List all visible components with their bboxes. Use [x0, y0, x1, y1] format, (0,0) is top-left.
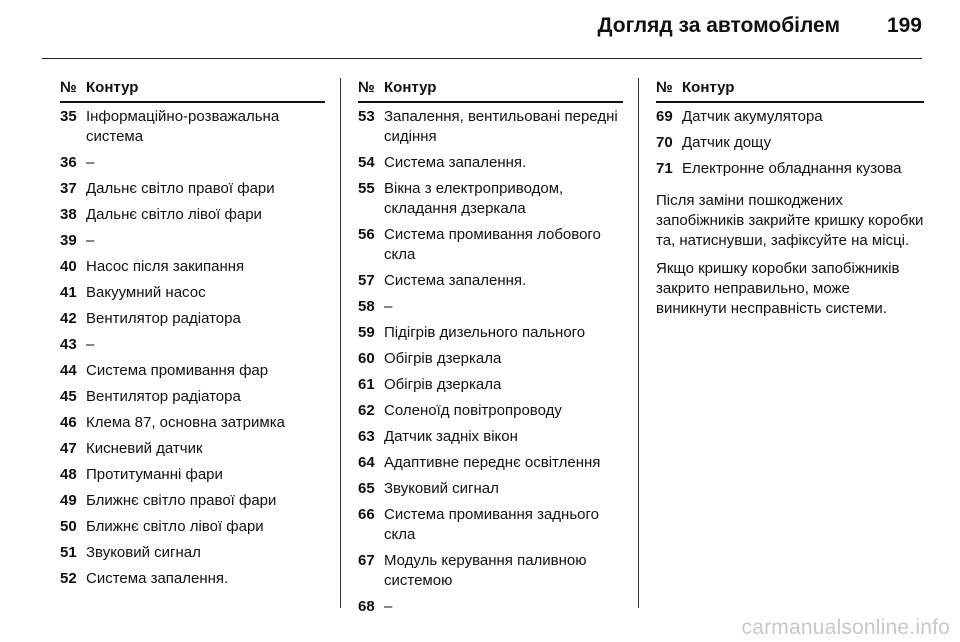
- instruction-paragraph: Після заміни пошкоджених запобіжників закрийте кришку коробки та, натиснувши, зафіксуйте на місці.: [656, 192, 924, 249]
- fuse-number: 47: [60, 440, 77, 457]
- fuse-number: 49: [60, 492, 77, 509]
- column-divider: [340, 78, 341, 608]
- fuse-circuit: Модуль керування паливною системою: [384, 552, 587, 589]
- fuse-entry: [358, 401, 623, 421]
- fuse-number: 61: [358, 376, 375, 393]
- column-header-label: Контур: [384, 79, 437, 96]
- column-header: [60, 78, 325, 103]
- watermark[interactable]: carmanualsonline.info: [741, 616, 950, 639]
- fuse-number: 45: [60, 388, 77, 405]
- fuse-circuit: Датчик дощу: [682, 134, 772, 151]
- fuse-circuit: Система запалення.: [384, 154, 527, 171]
- fuse-number: 41: [60, 284, 77, 301]
- fuse-number: 50: [60, 518, 77, 535]
- column-header: [358, 78, 623, 103]
- fuse-circuit: Звуковий сигнал: [384, 480, 499, 497]
- fuse-number: 38: [60, 206, 77, 223]
- fuse-number: 69: [656, 108, 673, 125]
- fuse-number: 44: [60, 362, 77, 379]
- fuse-entry: [60, 283, 325, 303]
- fuse-entry: [60, 107, 325, 147]
- column-header-number: №: [358, 79, 375, 96]
- fuse-circuit: Вентилятор радіатора: [86, 310, 241, 327]
- fuse-number: 42: [60, 310, 77, 327]
- fuse-number: 71: [656, 160, 673, 177]
- fuse-circuit: Вікна з електроприводом, складання дзеркала: [384, 180, 564, 217]
- fuse-entry: [358, 375, 623, 395]
- fuse-number: 62: [358, 402, 375, 419]
- fuse-circuit: Вакуумний насос: [86, 284, 206, 301]
- column-header-number: №: [60, 79, 77, 96]
- fuse-list: [358, 107, 623, 617]
- fuse-number: 68: [358, 598, 375, 615]
- fuse-circuit: Клема 87, основна затримка: [86, 414, 285, 431]
- fuse-entry: [60, 231, 325, 251]
- fuse-entry: [60, 361, 325, 381]
- fuse-number: 60: [358, 350, 375, 367]
- fuse-entry: [60, 335, 325, 355]
- fuse-entry: [358, 479, 623, 499]
- fuse-circuit: Протитуманні фари: [86, 466, 223, 483]
- fuse-number: 65: [358, 480, 375, 497]
- fuse-entry: [60, 543, 325, 563]
- fuse-entry: [60, 257, 325, 277]
- fuse-entry: [358, 453, 623, 473]
- fuse-number: 35: [60, 108, 77, 125]
- page-title: Догляд за автомобілем: [597, 14, 840, 37]
- column-header-label: Контур: [86, 79, 139, 96]
- fuse-circuit: Система запалення.: [86, 570, 229, 587]
- fuse-entry: [656, 107, 924, 127]
- fuse-entry: [358, 597, 623, 617]
- fuse-circuit: Вентилятор радіатора: [86, 388, 241, 405]
- fuse-entry: [60, 387, 325, 407]
- column-header-label: Контур: [682, 79, 735, 96]
- fuse-entry: [60, 205, 325, 225]
- fuse-entry: [60, 179, 325, 199]
- fuse-number: 39: [60, 232, 77, 249]
- fuse-circuit: Ближнє світло правої фари: [86, 492, 277, 509]
- fuse-circuit: Система промивання лобового скла: [384, 226, 601, 263]
- fuse-number: 40: [60, 258, 77, 275]
- fuse-number: 58: [358, 298, 375, 315]
- fuse-circuit: Соленоїд повітропроводу: [384, 402, 562, 419]
- fuse-entry: [358, 107, 623, 147]
- fuse-entry: [358, 505, 623, 545]
- fuse-circuit: Інформаційно-розважальна система: [86, 108, 280, 145]
- fuse-circuit: Обігрів дзеркала: [384, 350, 502, 367]
- fuse-column-3: [656, 78, 924, 319]
- fuse-entry: [60, 491, 325, 511]
- fuse-number: 64: [358, 454, 375, 471]
- fuse-number: 63: [358, 428, 375, 445]
- fuse-circuit: –: [86, 154, 95, 171]
- fuse-entry: [60, 439, 325, 459]
- fuse-entry: [60, 465, 325, 485]
- fuse-entry: [60, 569, 325, 589]
- fuse-column-2: [358, 78, 623, 623]
- fuse-number: 66: [358, 506, 375, 523]
- fuse-entry: [358, 225, 623, 265]
- fuse-list: [656, 107, 924, 179]
- fuse-entry: [358, 323, 623, 343]
- fuse-number: 56: [358, 226, 375, 243]
- fuse-circuit: Електронне обладнання кузова: [682, 160, 902, 177]
- fuse-circuit: Датчик акумулятора: [682, 108, 823, 125]
- fuse-number: 54: [358, 154, 375, 171]
- fuse-number: 51: [60, 544, 77, 561]
- fuse-circuit: Система запалення.: [384, 272, 527, 289]
- fuse-circuit: Дальнє світло правої фари: [86, 180, 275, 197]
- column-divider: [638, 78, 639, 608]
- page-number: 199: [886, 14, 922, 37]
- fuse-circuit: Система промивання фар: [86, 362, 269, 379]
- fuse-number: 53: [358, 108, 375, 125]
- fuse-circuit: Система промивання заднього скла: [384, 506, 599, 543]
- fuse-circuit: Звуковий сигнал: [86, 544, 201, 561]
- fuse-entry: [358, 179, 623, 219]
- fuse-number: 59: [358, 324, 375, 341]
- fuse-circuit: Кисневий датчик: [86, 440, 203, 457]
- fuse-circuit: Обігрів дзеркала: [384, 376, 502, 393]
- fuse-entry: [656, 159, 924, 179]
- fuse-number: 37: [60, 180, 77, 197]
- fuse-number: 67: [358, 552, 375, 569]
- fuse-number: 43: [60, 336, 77, 353]
- fuse-column-1: [60, 78, 325, 595]
- fuse-circuit: –: [86, 336, 95, 353]
- fuse-circuit: Насос після закипання: [86, 258, 245, 275]
- header-rule: [42, 58, 922, 59]
- fuse-number: 46: [60, 414, 77, 431]
- fuse-circuit: Запалення, вентильовані передні сидіння: [384, 108, 618, 145]
- fuse-entry: [358, 427, 623, 447]
- fuse-number: 52: [60, 570, 77, 587]
- fuse-circuit: Дальнє світло лівої фари: [86, 206, 262, 223]
- fuse-entry: [358, 349, 623, 369]
- warning-paragraph: Якщо кришку коробки запобіжників закрито неправильно, може виникнути несправність системи.: [656, 260, 900, 317]
- fuse-circuit: –: [384, 298, 393, 315]
- fuse-circuit: Адаптивне переднє освітлення: [384, 454, 601, 471]
- fuse-entry: [60, 309, 325, 329]
- fuse-circuit: –: [384, 598, 393, 615]
- fuse-entry: [358, 271, 623, 291]
- fuse-circuit: Ближнє світло лівої фари: [86, 518, 264, 535]
- fuse-entry: [358, 551, 623, 591]
- fuse-entry: [358, 297, 623, 317]
- fuse-number: 48: [60, 466, 77, 483]
- column-header: [656, 78, 924, 103]
- fuse-number: 36: [60, 154, 77, 171]
- fuse-circuit: Підігрів дизельного пального: [384, 324, 586, 341]
- fuse-entry: [358, 153, 623, 173]
- fuse-entry: [656, 133, 924, 153]
- fuse-entry: [60, 517, 325, 537]
- fuse-circuit: –: [86, 232, 95, 249]
- column-header-number: №: [656, 79, 673, 96]
- fuse-number: 55: [358, 180, 375, 197]
- fuse-entry: [60, 413, 325, 433]
- fuse-number: 70: [656, 134, 673, 151]
- fuse-list: [60, 107, 325, 589]
- fuse-circuit: Датчик задніх вікон: [384, 428, 518, 445]
- fuse-entry: [60, 153, 325, 173]
- fuse-number: 57: [358, 272, 375, 289]
